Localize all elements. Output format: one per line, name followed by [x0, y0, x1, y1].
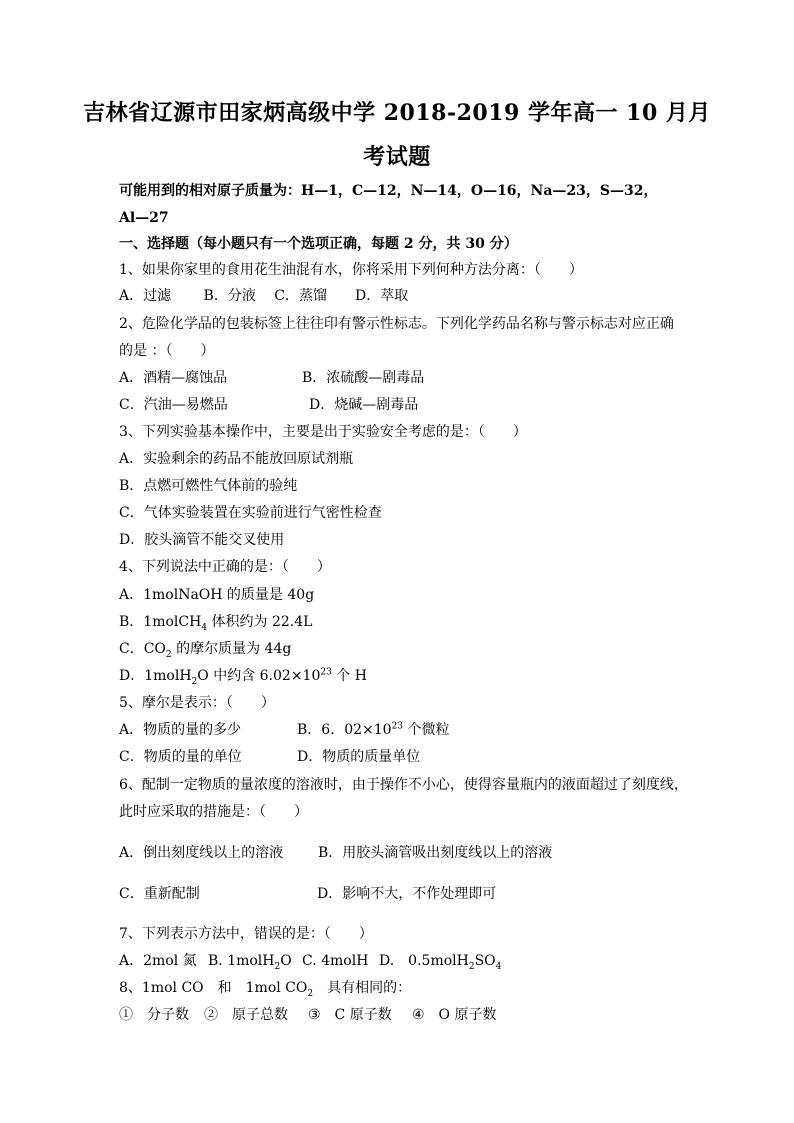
q7-option-b: B. 1molH$_2$O: [208, 953, 292, 972]
q4-option-c: C．$CO_2$ 的摩尔质量为 44g: [119, 641, 292, 660]
q8-option-3: ③ C 原子数: [308, 1007, 392, 1023]
q1-options: A．过滤 B．分液 C．蒸馏 D．萃取: [119, 288, 409, 304]
q8-option-1: ① 分子数: [119, 1007, 189, 1023]
q3-stem: 3、下列实验基本操作中，主要是出于实验安全考虑的是：（ ）: [119, 424, 527, 440]
q3-option-c: C．气体实验装置在实验前进行气密性检查: [119, 505, 382, 521]
q3-option-a: A．实验剩余的药品不能放回原试剂瓶: [119, 451, 354, 467]
q8-option-2: ② 原子总数: [204, 1007, 288, 1023]
q8-stem: 8、1mol CO 和 1mol $CO_2$ 具有相同的：: [119, 980, 412, 999]
q5-option-b: B．6．$02\times 10^{23}$ 个微粒: [297, 721, 450, 738]
q2-stem-line2: 的是 ：（ ）: [119, 343, 215, 359]
q2-stem-line1: 2、危险化学品的包装标签上往往印有警示性标志。下列化学药品名称与警示标志对应正确: [119, 316, 674, 332]
q6-stem-line1: 6、配制一定物质的量浓度的溶液时，由于操作不小心，使得容量瓶内的液面超过了刻度线，: [119, 777, 688, 793]
q4-option-b: B．1molCH$_4$ 体积约为 22.4L: [119, 614, 313, 633]
q6-option-b: B．用胶头滴管吸出刻度线以上的溶液: [318, 845, 553, 861]
q3-option-d: D．胶头滴管不能交叉使用: [119, 532, 285, 548]
q4-stem: 4、下列说法中正确的是：（ ）: [119, 559, 331, 575]
q6-option-c: C．重新配制: [119, 886, 200, 902]
section-heading: 一、选择题（每小题只有一个选项正确，每题 2 分，共 30 分）: [119, 236, 518, 252]
q7-option-a: A．2mol 氮: [119, 953, 197, 969]
q5-option-a: A．物质的量的多少: [119, 722, 242, 738]
q8-option-4: ④ O 原子数: [412, 1007, 497, 1023]
q2-option-c: C．汽油—易燃品: [119, 397, 228, 413]
q2-option-b: B．浓硫酸—剧毒品: [302, 370, 425, 386]
q7-stem: 7、下列表示方法中，错误的是：（ ）: [119, 926, 373, 942]
atomic-mass-note-line2: Al—27: [119, 210, 169, 226]
q4-option-a: A．1molNaOH 的质量是 40g: [119, 587, 315, 603]
q5-option-c: C．物质的量的单位: [119, 749, 242, 765]
q1-stem: 1、如果你家里的食用花生油混有水，你将采用下列何种方法分离：（ ）: [119, 262, 583, 278]
q5-stem: 5、摩尔是表示：（ ）: [119, 695, 275, 711]
q7-option-d: D. $0.5molH_2SO_4$: [379, 953, 502, 972]
q6-option-d: D．影响不大，不作处理即可: [317, 886, 497, 902]
q4-option-d: D．1molH$_2$O 中约含 $6.02\times 10^{23}$ 个 H: [119, 667, 367, 687]
exam-title-line1: 吉林省辽源市田家炳高级中学 2018-2019 学年高一 10 月月: [83, 100, 711, 126]
q2-option-a: A．酒精—腐蚀品: [119, 370, 228, 386]
q7-option-c: C. 4molH: [302, 953, 369, 969]
q3-option-b: B．点燃可燃性气体前的验纯: [119, 478, 298, 494]
q2-option-d: D．烧碱—剧毒品: [309, 397, 419, 413]
q5-option-d: D．物质的质量单位: [297, 749, 421, 765]
q6-stem-line2: 此时应采取的措施是：（ ）: [119, 804, 308, 820]
q6-option-a: A．倒出刻度线以上的溶液: [119, 845, 284, 861]
exam-title-line2: 考试题: [363, 144, 431, 170]
atomic-mass-note-line1: 可能用到的相对原子质量为：H—1，C—12，N—14，O—16，Na—23，S—32，: [119, 183, 658, 199]
